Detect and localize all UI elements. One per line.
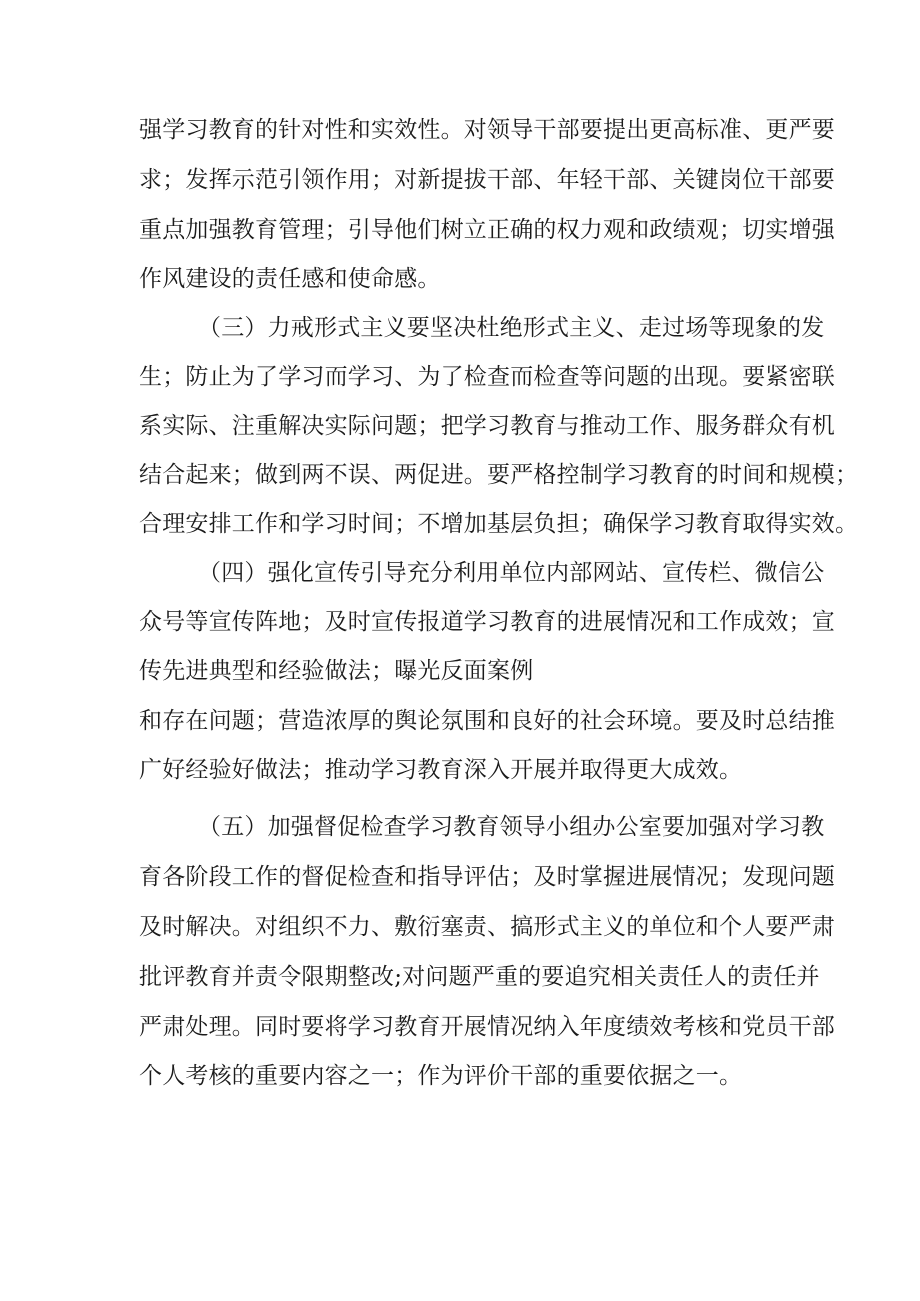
text-line-2: 求；发挥示范引领作用；对新提拔干部、年轻干部、关键岗位干部要	[139, 167, 835, 193]
text-line-1: 强学习教育的针对性和实效性。对领导干部要提出更高标准、更严要	[139, 117, 835, 143]
text-line-12: 传先进典型和经验做法；曝光反面案例	[139, 658, 534, 684]
text-line-17: 及时解决。对组织不力、敷衍塞责、搞形式主义的单位和个人要严肃	[139, 914, 835, 940]
text-line-8: 结合起来；做到两不误、两促进。要严格控制学习教育的时间和规模；	[139, 462, 859, 488]
text-line-7: 系实际、注重解决实际问题；把学习教育与推动工作、服务群众有机	[139, 413, 835, 439]
text-line-20: 个人考核的重要内容之一；作为评价干部的重要依据之一。	[139, 1063, 743, 1089]
text-line-13: 和存在问题；营造浓厚的舆论氛围和良好的社会环境。要及时总结推	[139, 708, 835, 734]
text-line-9: 合理安排工作和学习时间；不增加基层负担；确保学习教育取得实效。	[139, 511, 859, 537]
text-line-19: 严肃处理。同时要将学习教育开展情况纳入年度绩效考核和党员干部	[139, 1014, 835, 1040]
text-line-14: 广好经验好做法；推动学习教育深入开展并取得更大成效。	[139, 757, 743, 783]
text-line-4: 作风建设的责任感和使命感。	[139, 266, 441, 292]
text-line-3: 重点加强教育管理；引导他们树立正确的权力观和政绩观；切实增强	[139, 217, 835, 243]
text-line-15: （五）加强督促检查学习教育领导小组办公室要加强对学习教	[198, 814, 825, 840]
text-line-16: 育各阶段工作的督促检查和指导评估；及时掌握进展情况；发现问题	[139, 864, 835, 890]
text-line-18: 批评教育并责令限期整改;对问题严重的要追究相关责任人的责任并	[139, 964, 820, 990]
text-line-5: （三）力戒形式主义要坚决杜绝形式主义、走过场等现象的发	[198, 315, 825, 341]
text-line-6: 生；防止为了学习而学习、为了检查而检查等问题的出现。要紧密联	[139, 364, 835, 390]
text-line-10: （四）强化宣传引导充分利用单位内部网站、宣传栏、微信公	[198, 560, 825, 586]
text-line-11: 众号等宣传阵地；及时宣传报道学习教育的进展情况和工作成效；宣	[139, 609, 835, 635]
